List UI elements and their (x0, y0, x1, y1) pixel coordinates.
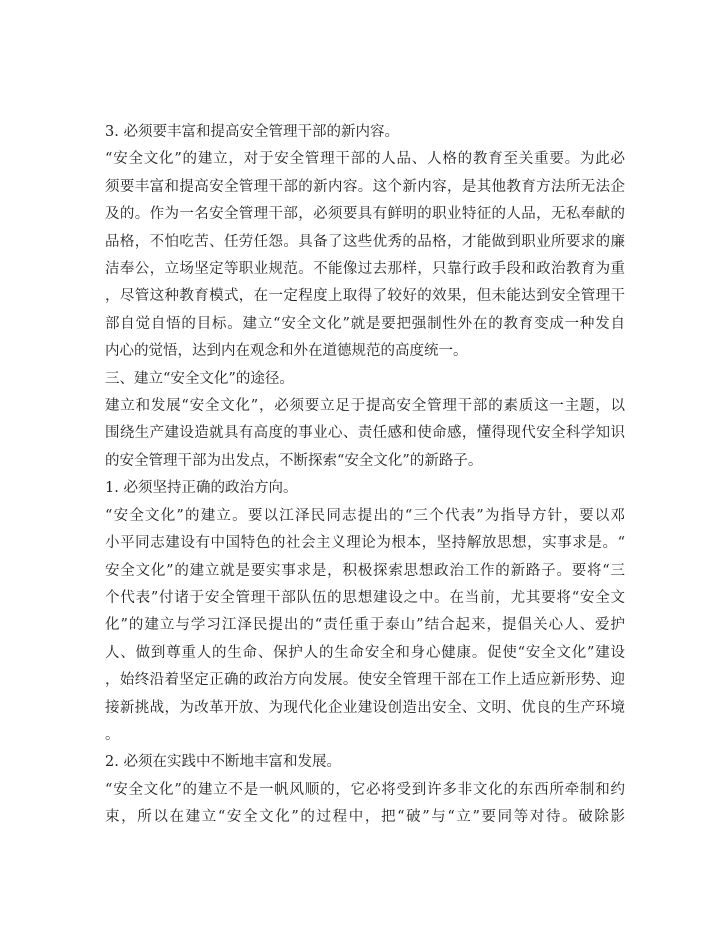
section-heading-three (105, 366, 625, 393)
paragraph-line: 。 (105, 726, 120, 743)
paragraph-approach (105, 393, 625, 475)
paragraph-line: 部自觉自悟的目标。建立“安全文化”就是要把强制性外在的教育变成一种发自 (105, 315, 625, 332)
paragraph-line: 洁奉公，立场坚定等职业规范。不能像过去那样，只靠行政手段和政治教育为重 (105, 261, 625, 278)
heading-line: 2. 必须在实践中不断地丰富和发展。 (105, 754, 341, 771)
paragraph-line: 建立和发展“安全文化”，必须要立足于提高安全管理干部的素质这一主题，以 (105, 398, 625, 415)
paragraph-line: 的安全管理干部为出发点，不断探索“安全文化”的新路子。 (105, 452, 483, 469)
paragraph-line: ，始终沿着坚定正确的政治方向发展。使安全管理干部在工作上适应新形势、迎 (105, 672, 625, 689)
paragraph-line: 内心的觉悟，达到内在观念和外在道德规范的高度统一。 (105, 343, 468, 360)
paragraph-political-direction (105, 503, 625, 750)
paragraph-line: 围绕生产建设造就具有高度的事业心、责任感和使命感，懂得现代安全科学知识 (105, 425, 625, 442)
paragraph-line: “安全文化”的建立。要以江泽民同志提出的“三个代表”为指导方针，要以邓 (105, 507, 625, 524)
heading-line: 3. 必须要丰富和提高安全管理干部的新内容。 (105, 124, 399, 140)
paragraph-safety-culture-education (105, 146, 625, 365)
section-heading-1 (105, 475, 625, 502)
document-page (105, 119, 625, 832)
paragraph-line: 小平同志建设有中国特色的社会主义理论为根本，坚持解放思想，实事求是。“ (105, 535, 625, 552)
paragraph-line: 化”的建立与学习江泽民提出的“责任重于泰山”结合起来，提倡关心人、爱护 (105, 617, 625, 634)
paragraph-line: 及的。作为一名安全管理干部，必须要具有鲜明的职业特征的人品，无私奉献的 (105, 206, 625, 223)
paragraph-practice (105, 777, 625, 832)
paragraph-line: ，尽管这种教育模式，在一定程度上取得了较好的效果，但未能达到安全管理干 (105, 288, 625, 305)
paragraph-line: 须要丰富和提高安全管理干部的新内容。这个新内容，是其他教育方法所无法企 (105, 178, 625, 195)
heading-line: 1. 必须坚持正确的政治方向。 (105, 480, 298, 497)
paragraph-line: “安全文化”的建立不是一帆风顺的，它必将受到许多非文化的东西所牵制和约 (105, 781, 625, 798)
section-heading-3 (105, 119, 625, 146)
paragraph-line: 束，所以在建立“安全文化”的过程中，把“破”与“立”要同等对待。破除影 (105, 809, 625, 826)
paragraph-line: 人、做到尊重人的生命、保护人的生命安全和身心健康。促使“安全文化”建设 (105, 644, 625, 661)
paragraph-line: 安全文化”的建立就是要实事求是，积极探索思想政治工作的新路子。要将“三 (105, 562, 625, 579)
paragraph-line: “安全文化”的建立，对于安全管理干部的人品、人格的教育至关重要。为此必 (105, 151, 625, 168)
section-heading-2 (105, 749, 625, 776)
paragraph-line: 品格，不怕吃苦、任劳任怨。具备了这些优秀的品格，才能做到职业所要求的廉 (105, 233, 625, 250)
paragraph-line: 个代表”付诸于安全管理干部队伍的思想建设之中。在当前，尤其要将“安全文 (105, 589, 625, 606)
paragraph-line: 接新挑战，为改革开放、为现代化企业建设创造出安全、文明、优良的生产环境 (105, 699, 625, 716)
heading-line: 三、建立“安全文化”的途径。 (105, 370, 294, 387)
